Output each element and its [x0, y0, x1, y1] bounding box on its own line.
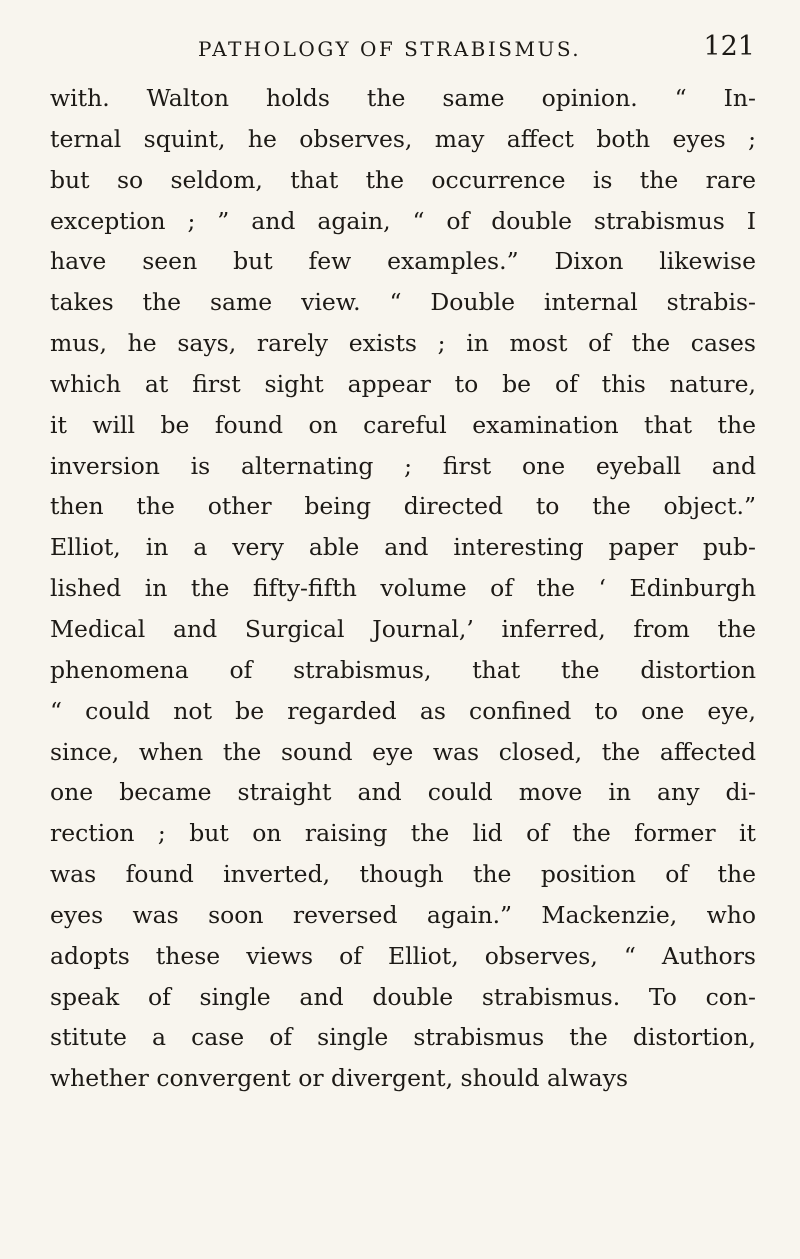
- text-line: eyes was soon reversed again.” Mackenzie, who: [50, 900, 756, 929]
- text-line: Medical and Surgical Journal,’ inferred, from the: [50, 614, 756, 643]
- text-line: exception ; ” and again, “ of double strabismus I: [50, 206, 756, 235]
- text-line: mus, he says, rarely exists ; in most of the cases: [50, 329, 756, 358]
- running-head: [50, 31, 755, 64]
- text-line: which at first sight appear to be of this nature,: [50, 369, 756, 398]
- text-line: speak of single and double strabismus. To con-: [50, 982, 756, 1011]
- text-line: lished in the fifty-fifth volume of the ‘ Edinburgh: [50, 574, 756, 603]
- running-title: PATHOLOGY OF STRABISMUS.: [198, 37, 582, 61]
- text-line: was found inverted, though the position of the: [50, 860, 756, 889]
- text-line: then the other being directed to the object.”: [50, 492, 756, 521]
- text-line: whether convergent or divergent, should always: [50, 1064, 628, 1093]
- text-line: stitute a case of single strabismus the distortion,: [50, 1023, 756, 1052]
- text-line: it will be found on careful examination that the: [50, 410, 756, 439]
- text-line: rection ; but on raising the lid of the former it: [50, 819, 756, 848]
- text-line: with. Walton holds the same opinion. “ In-: [50, 84, 756, 112]
- text-line: “ could not be regarded as confined to one eye,: [50, 696, 756, 725]
- text-line: adopts these views of Elliot, observes, “ Authors: [50, 941, 756, 970]
- body-text: [50, 78, 756, 1099]
- text-line: since, when the sound eye was closed, the affected: [50, 737, 756, 766]
- text-line: phenomena of strabismus, that the distortion: [50, 655, 756, 684]
- text-line: have seen but few examples.” Dixon likewise: [50, 247, 756, 276]
- text-line: inversion is alternating ; first one eyeball and: [50, 451, 756, 480]
- text-line: takes the same view. “ Double internal strabis-: [50, 288, 756, 317]
- text-line: but so seldom, that the occurrence is the rare: [50, 165, 756, 194]
- text-line: one became straight and could move in any di-: [50, 778, 756, 807]
- page-number: 121: [703, 31, 755, 62]
- text-line: Elliot, in a very able and interesting paper pub-: [50, 533, 756, 562]
- text-line: ternal squint, he observes, may affect both eyes ;: [50, 124, 756, 153]
